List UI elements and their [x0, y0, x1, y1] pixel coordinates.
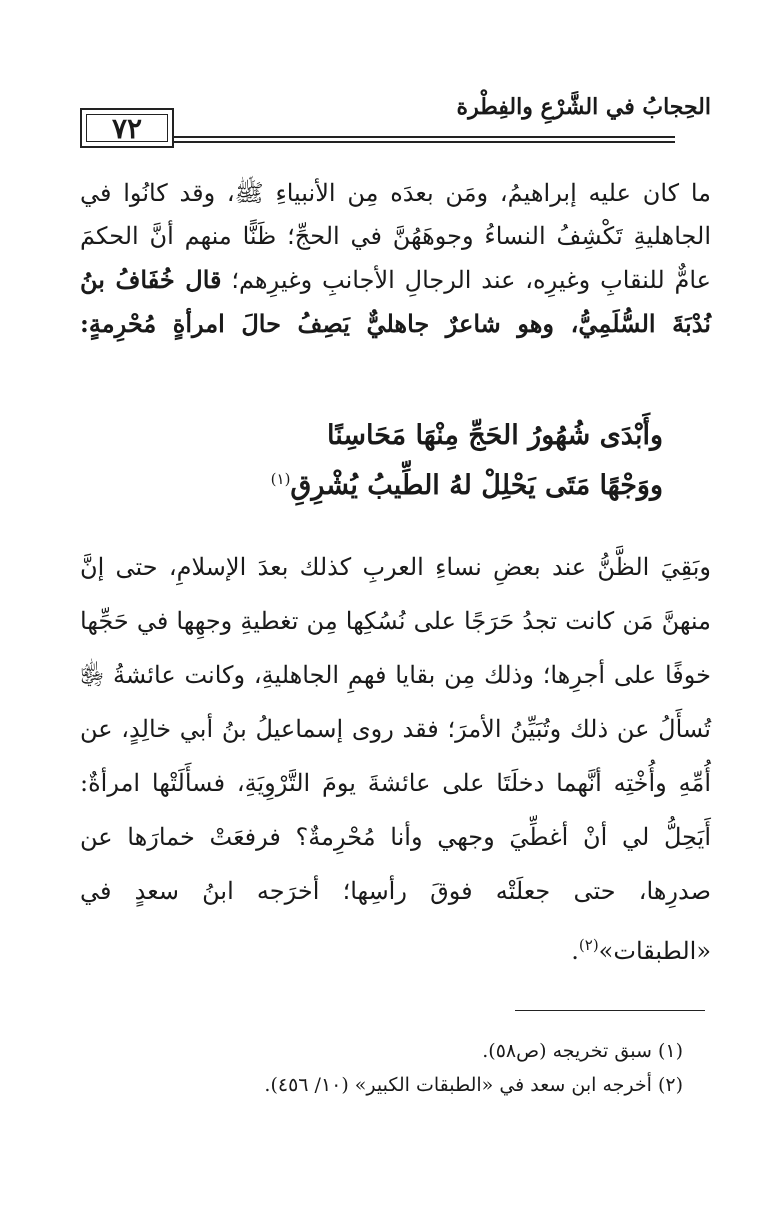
footnote-1	[200, 1040, 683, 1074]
footnotes	[200, 1040, 683, 1108]
footnote-ref-2: (٢)	[578, 936, 599, 954]
paragraph-2	[80, 540, 711, 978]
poem-verse-2	[130, 470, 663, 501]
page-number: ٧٢	[111, 111, 143, 145]
page-number-frame	[80, 108, 174, 148]
footnote-number: (١)	[657, 1040, 683, 1062]
page-header	[80, 90, 711, 150]
paragraph-2-end: .	[571, 937, 579, 965]
footnote-text: سبق تخريجه (ص٥٨).	[482, 1040, 652, 1062]
poem-verse-2-text: ووَجْهًا مَتَى يَحْلِلْ لهُ الطِّيبُ يُشْرِقِ	[290, 470, 663, 501]
footnote-separator	[515, 1010, 705, 1011]
paragraph-1-bold-text: قال خُفَافُ بنُ نُدْبَةَ السُّلَمِيُّ، وهو شاعرٌ جاهليٌّ يَصِفُ حالَ امرأةٍ مُحْرِمةٍ:	[80, 265, 711, 338]
poem-verse-1: وأَبْدَى شُهُورُ الحَجِّ مِنْهَا مَحَاسِنًا	[327, 420, 663, 451]
paragraph-2-text: وبَقِيَ الظَّنُّ عند بعضِ نساءِ العربِ كذلك بعدَ الإسلامِ، حتى إنَّ منهنَّ مَن كانت تجدُ حَرَجًا على نُسُكِها مِن تغطيةِ وجهِها في حَجِّها خوفًا على أجرِها؛ وذلك مِن بقايا فهمِ الجاهليةِ، وكانت عائشةُ ﵂ تُسأَلُ عن ذلك وتُبَيِّنُ الأمرَ؛ فقد روى إسماعيلُ بنُ أبي خالِدٍ، عن أُمِّهِ وأُخْتِه أنَّهما دخلَتَا على عائشةَ يومَ التَّرْوِيَةِ، فسأَلَتْها امرأةٌ: أَيَحِلُّ لي أنْ أغطِّيَ وجهي وأنا مُحْرِمةٌ؟ فرفعَتْ خمارَها عن صدرِها، حتى جعلَتْه فوقَ رأسِها؛ أخرَجه ابنُ سعدٍ في «الطبقات»	[80, 553, 711, 965]
footnote-number: (٢)	[657, 1074, 683, 1096]
paragraph-1	[80, 172, 711, 346]
footnote-text: أخرجه ابن سعد في «الطبقات الكبير» (١٠/ ٤٥٦).	[264, 1074, 652, 1096]
footnote-2	[200, 1074, 683, 1108]
footnote-ref-1: (١)	[270, 470, 291, 488]
paragraph-1-text: ما كان عليه إبراهيمُ، ومَن بعدَه مِن الأنبياءِ ﷺ، وقد كانُوا في الجاهليةِ تَكْشِفُ النساءُ وجوهَهُنَّ في الحجِّ؛ ظَنًّا منهم أنَّ الحكمَ عامٌّ للنقابِ وغيرِه، عند الرجالِ الأجانبِ وغيرِهم؛	[80, 179, 711, 294]
running-title: الحِجابُ في الشَّرْعِ والفِطْرة	[456, 94, 711, 120]
